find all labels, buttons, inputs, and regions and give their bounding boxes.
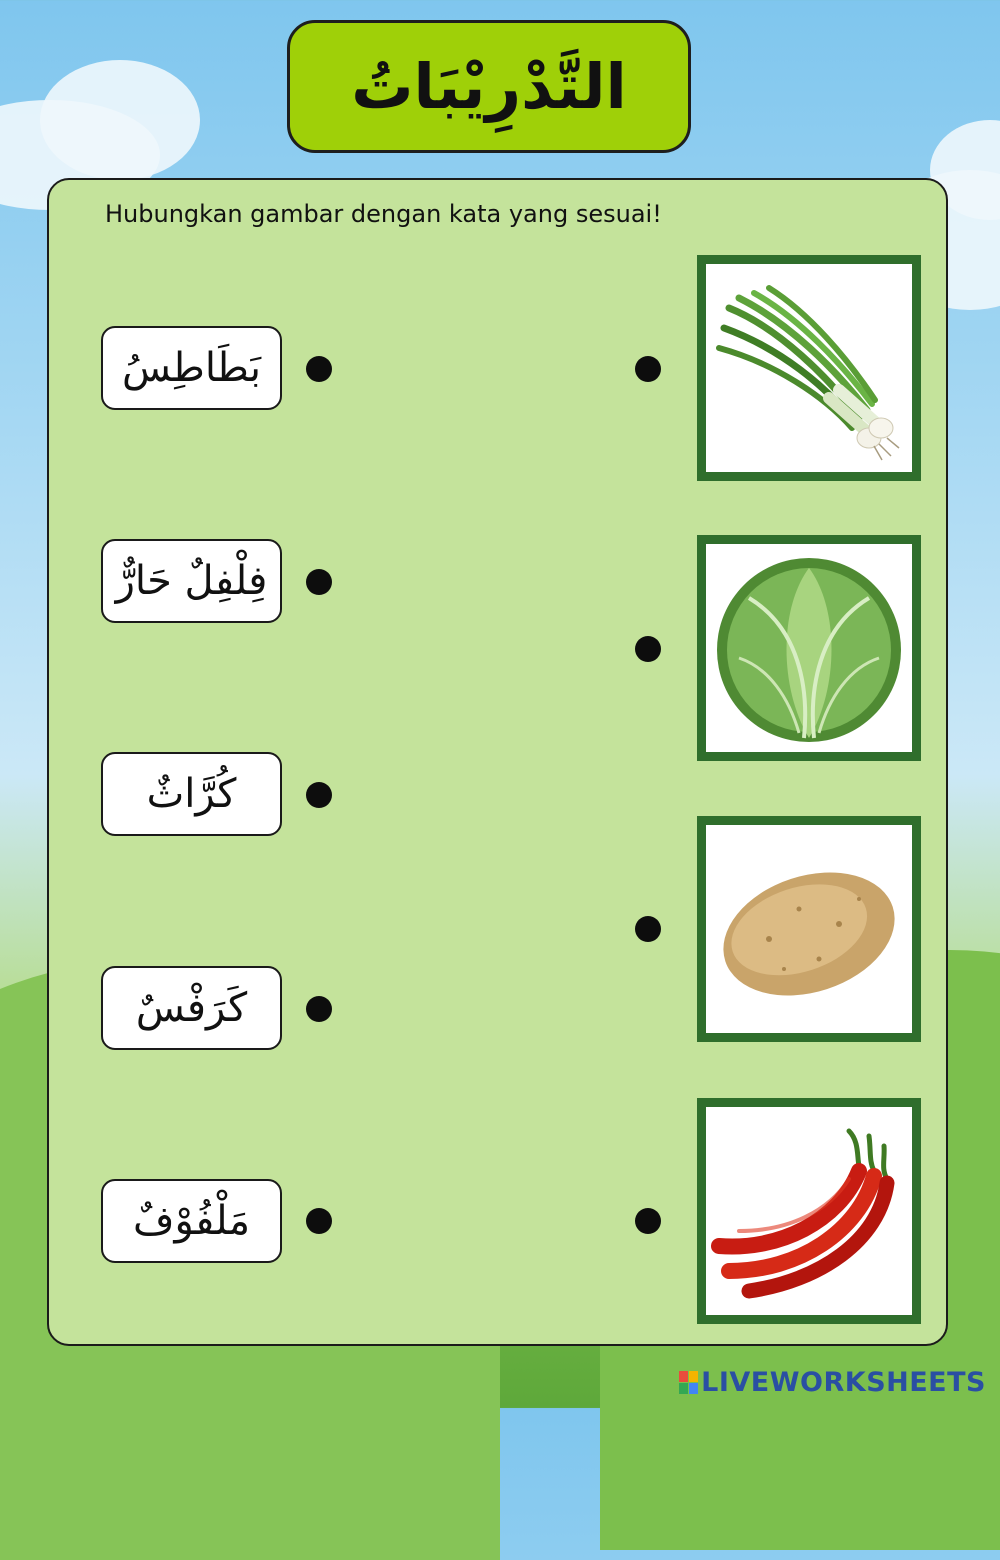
brand-name: LIVEWORKSHEETS	[701, 1367, 986, 1398]
cabbage-icon	[709, 548, 909, 748]
word-card[interactable]	[101, 752, 282, 836]
logo-icon	[679, 1371, 698, 1394]
picture-card[interactable]	[697, 816, 921, 1042]
chili-pepper-icon	[709, 1111, 909, 1311]
word-label: بَطَاطِسُ	[122, 345, 261, 391]
word-label: كُرَّاثٌ	[146, 771, 237, 817]
word-connector-dot[interactable]	[306, 356, 332, 382]
picture-connector-dot[interactable]	[635, 636, 661, 662]
liveworksheets-logo	[679, 1367, 986, 1398]
picture-connector-dot[interactable]	[635, 916, 661, 942]
potato-icon	[709, 829, 909, 1029]
word-label: فِلْفِلٌ حَارٌّ	[115, 558, 268, 604]
picture-connector-dot[interactable]	[635, 1208, 661, 1234]
word-card[interactable]	[101, 326, 282, 410]
spring-onion-icon	[709, 268, 909, 468]
cloud-decoration	[40, 60, 200, 180]
word-connector-dot[interactable]	[306, 782, 332, 808]
page-title: التَّدْرِيْبَاتُ	[351, 50, 627, 123]
picture-connector-dot[interactable]	[635, 356, 661, 382]
word-card[interactable]	[101, 539, 282, 623]
word-connector-dot[interactable]	[306, 996, 332, 1022]
word-connector-dot[interactable]	[306, 1208, 332, 1234]
picture-card[interactable]	[697, 535, 921, 761]
word-label: مَلْفُوْفٌ	[132, 1198, 251, 1244]
instruction-text: Hubungkan gambar dengan kata yang sesuai!	[105, 200, 662, 228]
word-card[interactable]	[101, 966, 282, 1050]
title-banner	[287, 20, 691, 153]
word-connector-dot[interactable]	[306, 569, 332, 595]
word-label: كَرَفْسٌ	[135, 985, 248, 1031]
picture-card[interactable]	[697, 255, 921, 481]
word-card[interactable]	[101, 1179, 282, 1263]
picture-card[interactable]	[697, 1098, 921, 1324]
